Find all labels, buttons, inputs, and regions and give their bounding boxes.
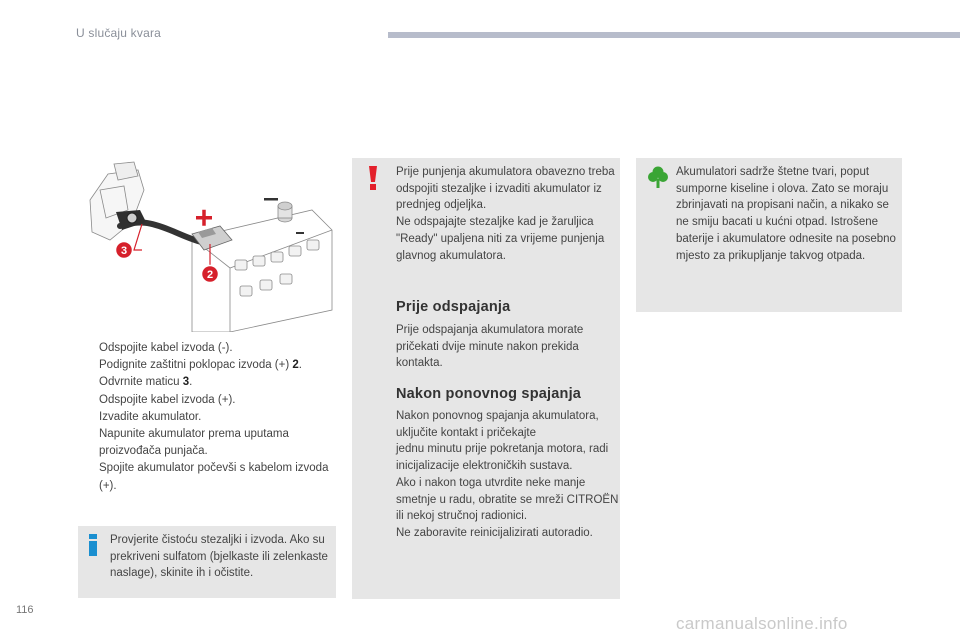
list-item: Podignite zaštitni poklopac izvoda (+) 2. xyxy=(99,359,302,372)
environment-panel xyxy=(636,158,902,312)
battery-illustration xyxy=(80,160,335,332)
section-text-disconnect: Prije odspajanja akumulatora morate pričekati dvije minute nakon prekida kontakta. xyxy=(396,324,584,370)
warning-panel xyxy=(352,158,620,599)
exclamation-icon xyxy=(368,166,378,190)
warning-text: Prije punjenja akumulatora obavezno treba odspojiti stezaljke i izvaditi akumulator iz prednjeg odjeljka. Ne odspajajte stezaljke kad je žaruljica "Ready" upaljena niti za vrijeme punjenja glavnog akumulatora. xyxy=(396,166,615,262)
environment-text: Akumulatori sadrže štetne tvari, poput sumporne kiseline i olova. Zato se moraju zbrinjavati na propisani način, a nikako se ne smiju bacati u kućni otpad. Istrošene baterije i akumulatore odnesite na posebno mjesto za prikupljanje takvog otpada. xyxy=(676,166,896,262)
steps-list xyxy=(78,340,338,495)
tree-icon xyxy=(648,166,668,188)
list-item: Spojite akumulator počevši s kabelom izvoda (+). xyxy=(99,462,329,492)
info-icon xyxy=(86,534,100,556)
svg-text:2: 2 xyxy=(206,269,214,281)
info-text: Provjerite čistoću stezaljki i izvoda. Ako su prekriveni sulfatom (bjelkaste ili zelenkaste naslage), skinite ih i očistite. xyxy=(110,534,328,579)
info-box xyxy=(78,526,336,598)
header-bar xyxy=(388,32,960,38)
watermark: carmanualsonline.info xyxy=(676,614,848,633)
section-title-disconnect: Prije odspajanja xyxy=(396,299,511,315)
section-text-reconnect: Nakon ponovnog spajanja akumulatora, uključite kontakt i pričekajte jednu minutu prije pokretanja motora, radi inicijalizacije elektroničkih sustava. Ako i nakon toga utvrdite neke manje smetnje u radu, obratite se mreži CITROËN ili nekoj stručnoj radionici. Ne zaboravite reinicijalizirati autoradio. xyxy=(396,410,619,539)
minus-sign-icon xyxy=(264,198,278,201)
callout-2 xyxy=(202,266,219,283)
section-title-reconnect: Nakon ponovnog spajanja xyxy=(396,386,582,402)
list-item: Napunite akumulator prema uputama proizvođača punjača. xyxy=(99,428,289,458)
callout-3 xyxy=(116,242,133,259)
list-item: Izvadite akumulator. xyxy=(99,410,202,423)
list-item: Odvrnite maticu 3. xyxy=(99,376,193,389)
page-number: 116 xyxy=(16,604,34,616)
list-item: Odspojite kabel izvoda (-). xyxy=(99,342,233,354)
svg-text:3: 3 xyxy=(120,245,128,257)
page-section-title: U slučaju kvara xyxy=(76,26,162,40)
list-item: Odspojite kabel izvoda (+). xyxy=(99,393,236,406)
plus-sign-icon xyxy=(196,210,212,226)
